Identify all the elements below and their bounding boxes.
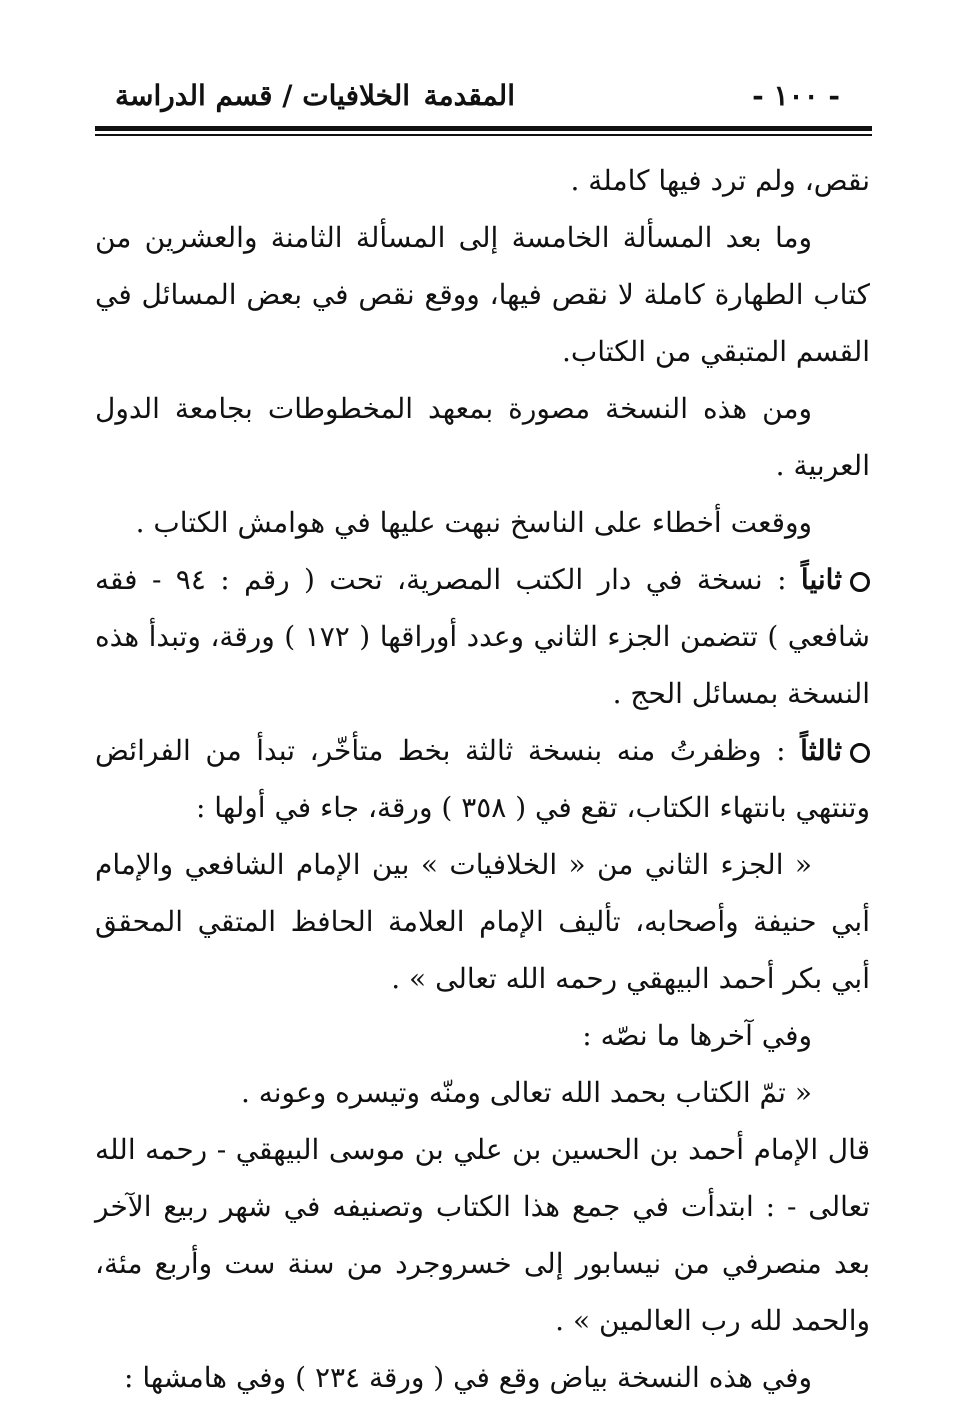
paragraph: [95, 722, 870, 836]
paragraph: [95, 494, 870, 551]
paragraph-text: : وظفرتُ منه بنسخة ثالثة بخط متأخّر، تبدأ من الفرائض وتنتهي بانتهاء الكتاب، تقع في ( ٣٥٨ ) ورقة، جاء في أولها :: [95, 734, 870, 824]
circle-bullet-icon: [850, 743, 870, 763]
paragraph: [95, 551, 870, 722]
paragraph-text: : نسخة في دار الكتب المصرية، تحت ( رقم : ٩٤ - فقه شافعي ) تتضمن الجزء الثاني وعدد أوراقها ( ١٧٢ ) ورقة، وتبدأ هذه النسخة بمسائل الحج .: [95, 563, 871, 710]
section-title: المقدمة: [423, 79, 515, 112]
paragraph-text: وفي هذه النسخة بياض وقع في ( ورقة ٢٣٤ ) وفي هامشها :: [124, 1361, 812, 1394]
paragraph: [95, 380, 870, 494]
header-rule-thick: [95, 126, 872, 131]
paragraph-text: وفي آخرها ما نصّه :: [582, 1019, 812, 1052]
paragraph-text: نقص، ولم ترد فيها كاملة .: [570, 164, 870, 197]
paragraph: [95, 1007, 870, 1064]
paragraph-text: « تمّ الكتاب بحمد الله تعالى ومنّه وتيسره وعونه .: [240, 1076, 812, 1109]
paragraph: [95, 209, 870, 380]
paragraph-text: ومن هذه النسخة مصورة بمعهد المخطوطات بجامعة الدول العربية .: [95, 392, 870, 482]
body-text: [95, 152, 870, 1406]
paragraph: [95, 836, 870, 1007]
header-rule-thin: [95, 134, 872, 136]
page-number: - ١٠٠ -: [752, 79, 840, 112]
running-header: [95, 72, 870, 120]
paragraph-text: وما بعد المسألة الخامسة إلى المسألة الثامنة والعشرين من كتاب الطهارة كاملة لا نقص فيها، ووقع نقص في بعض المسائل في القسم المتبقي من الكتاب.: [95, 221, 870, 368]
paragraph: [95, 1349, 870, 1406]
paragraph-text: ووقعت أخطاء على الناسخ نبهت عليها في هوامش الكتاب .: [135, 506, 812, 539]
paragraph-text: « الجزء الثاني من « الخلافيات » بين الإمام الشافعي والإمام أبي حنيفة وأصحابه، تأليف الإمام العلامة الحافظ المتقي المحقق أبي بكر أحمد البيهقي رحمه الله تعالى » .: [95, 848, 870, 995]
book-title: الخلافيات / قسم الدراسة: [115, 79, 411, 112]
paragraph-lead: ثالثاً: [800, 734, 842, 767]
paragraph: [95, 152, 870, 209]
circle-bullet-icon: [850, 572, 870, 592]
paragraph-text: قال الإمام أحمد بن الحسين بن علي بن موسى البيهقي - رحمه الله تعالى - : ابتدأت في جمع هذا الكتاب وتصنيفه في شهر ربيع الآخر بعد منصرفي من نيسابور إلى خسروجرد من سنة ست وأربع مئة، والحمد لله رب العالمين » .: [95, 1133, 870, 1337]
paragraph: [95, 1064, 870, 1121]
paragraph: [95, 1121, 870, 1349]
paragraph-lead: ثانياً: [800, 563, 843, 596]
